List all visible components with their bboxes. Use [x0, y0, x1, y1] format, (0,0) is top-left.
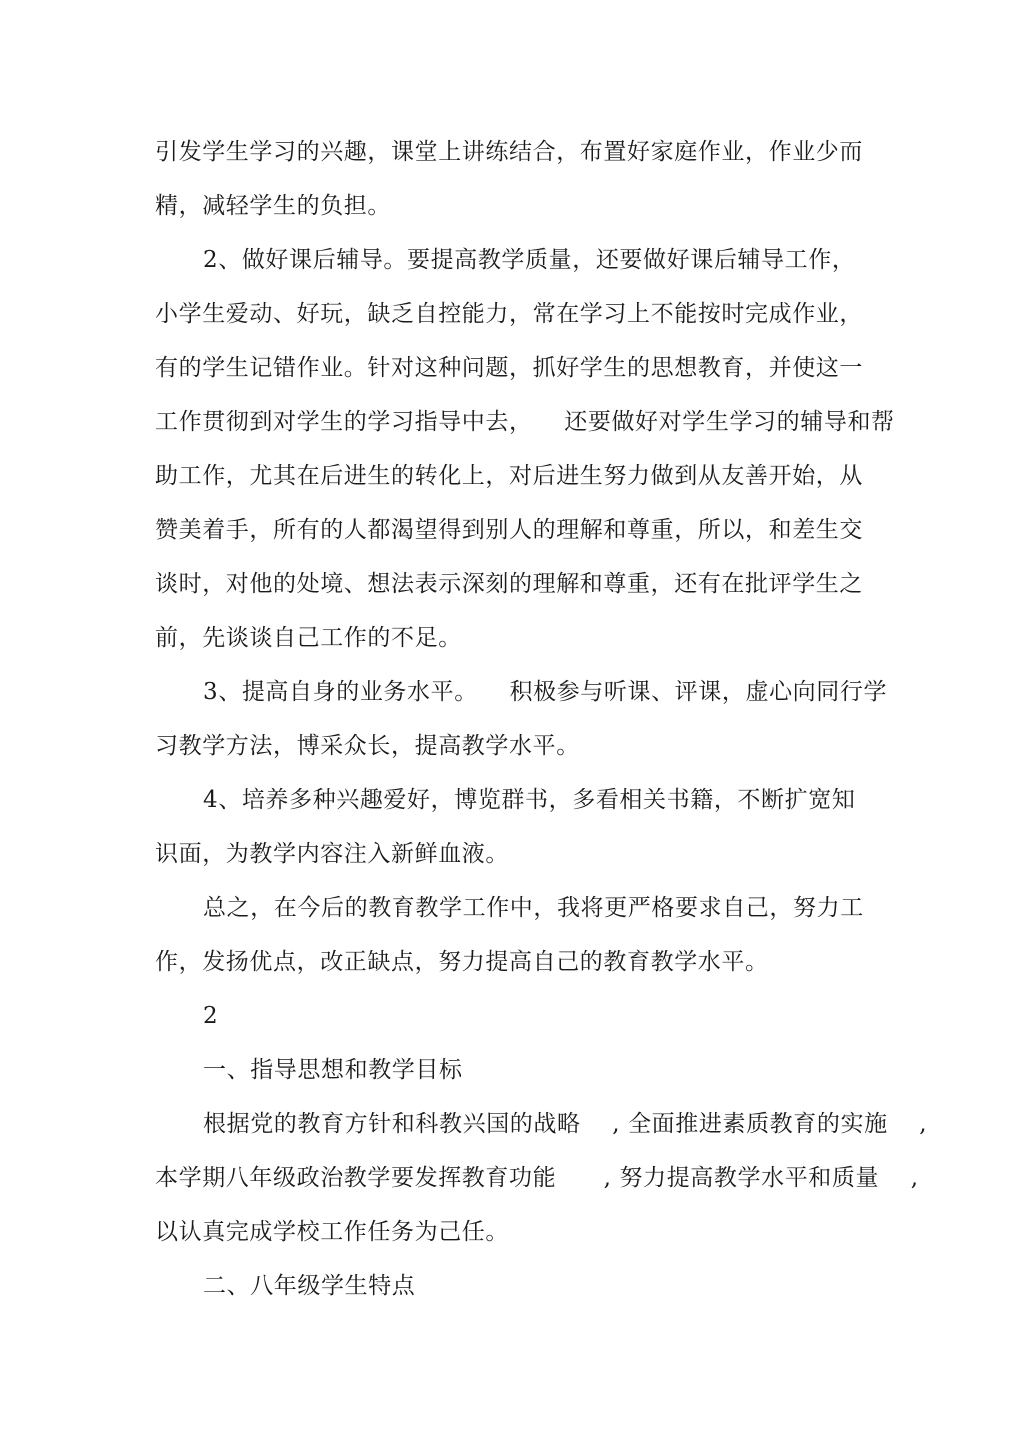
text-line: 3、提高自身的业务水平。 积极参与听课、评课，虚心向同行学: [203, 679, 888, 705]
text-line: 4、培养多种兴趣爱好，博览群书，多看相关书籍，不断扩宽知: [203, 787, 856, 813]
text-line: 引发学生学习的兴趣，课堂上讲练结合，布置好家庭作业，作业少而: [155, 139, 863, 165]
text-line: 习教学方法，博采众长，提高教学水平。: [155, 733, 580, 759]
text-line: 识面，为教学内容注入新鲜血液。: [155, 841, 509, 867]
text-line: 小学生爱动、好玩，缺乏自控能力，常在学习上不能按时完成作业，: [155, 301, 863, 327]
text-line: 2、做好课后辅导。要提高教学质量，还要做好课后辅导工作，: [203, 247, 856, 273]
text-line: 根据党的教育方针和科教兴国的战略 , 全面推进素质教育的实施 ,: [203, 1111, 928, 1137]
text-line: 本学期八年级政治教学要发挥教育功能 , 努力提高教学水平和质量 ,: [155, 1165, 919, 1191]
text-line: 赞美着手，所有的人都渴望得到别人的理解和尊重，所以，和差生交: [155, 517, 863, 543]
text-line: 作，发扬优点，改正缺点，努力提高自己的教育教学水平。: [155, 949, 769, 975]
section-heading: 二、八年级学生特点: [203, 1273, 416, 1299]
text-line: 谈时，对他的处境、想法表示深刻的理解和尊重，还有在批评学生之: [155, 571, 863, 597]
text-line: 有的学生记错作业。针对这种问题，抓好学生的思想教育，并使这一: [155, 355, 863, 381]
text-line: 助工作，尤其在后进生的转化上，对后进生努力做到从友善开始，从: [155, 463, 863, 489]
section-heading: 一、指导思想和教学目标: [203, 1057, 463, 1083]
text-line: 精，减轻学生的负担。: [155, 193, 391, 219]
text-line: 以认真完成学校工作任务为己任。: [155, 1219, 509, 1245]
text-line: 总之，在今后的教育教学工作中，我将更严格要求自己，努力工: [203, 895, 864, 921]
text-line: 工作贯彻到对学生的学习指导中去， 还要做好对学生学习的辅导和帮: [155, 409, 895, 435]
section-number: 2: [203, 1003, 219, 1029]
text-line: 前，先谈谈自己工作的不足。: [155, 625, 462, 651]
